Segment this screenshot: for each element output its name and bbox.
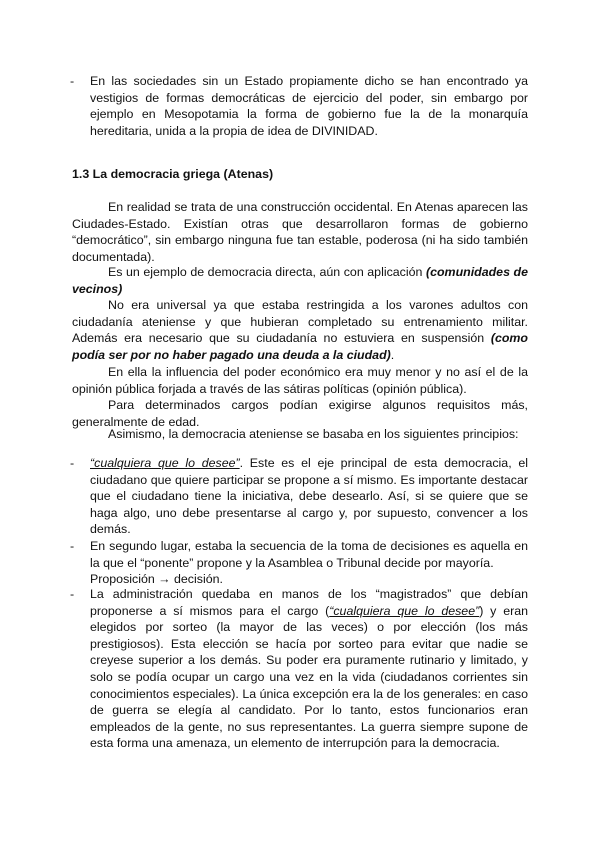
paragraph-text: Para determinados cargos podían exigirse algunos requisitos más, generalmente de edad. xyxy=(72,398,528,429)
quote-text: “cualquiera que lo desee” xyxy=(329,603,480,618)
bullet-text: En segundo lugar, estaba la secuencia de la toma de decisiones es aquella en la que el “ponente” propone y la Asamblea o Tribunal decide por mayoría. xyxy=(90,539,528,570)
paragraph-text: Es un ejemplo de democracia directa, aún con aplicación xyxy=(108,265,426,279)
paragraph-text: No era universal ya que estaba restringida a los varones adultos con ciudadanía ateniense y que hubieran completado su entrenamiento militar. Además era necesario que su ciudadanía no estuviera en suspensión xyxy=(72,298,528,346)
paragraph-text: En realidad se trata de una construcción occidental. En Atenas aparecen las Ciudades-Estado. Existían otras que desarrollaron formas de gobierno “democrático”, sin embargo ninguna fue tan estable, poderosa (ni ha sido también documentada). xyxy=(72,200,528,264)
paragraph-no-universal xyxy=(72,297,528,363)
bullet-text: La administración quedaba en manos de los “magistrados” que debían proponerse a sí mismos para el cargo ( xyxy=(90,587,528,618)
principle-bullet-2 xyxy=(70,538,528,588)
paragraph-text: En ella la influencia del poder económico era muy menor y no así el de la opinión pública forjada a través de las sátiras políticas (opinión pública). xyxy=(72,365,528,396)
bullet-line-2: Proposición → decisión. xyxy=(90,572,223,587)
intro-bullet xyxy=(70,73,528,139)
bullet-dash: - xyxy=(70,74,75,88)
emphasis-text: (comunidades de vecinos) xyxy=(72,265,528,296)
paragraph-principios xyxy=(72,426,528,443)
paragraph-construccion xyxy=(72,199,528,265)
principle-bullet-3 xyxy=(70,586,528,752)
quote-text: “cualquiera que lo desee” xyxy=(90,456,240,470)
bullet-text-cont: ) y eran elegidos por sorteo (la mayor de las veces) o por elección (los más prestigiosos). Esta elección se hacía por sorteo para evitar que nadie se creyese superior a los demás. Su poder era puramente rutinario y limitado, y solo se podía ocupar un cargo una vez en la vida (ciudadanos corrientes sin conocimientos especiales). La única excepción era la de los generales: en caso de guerra se elegía al candidato. Por lo tanto, estos funcionarios eran empleados de la gente, no sus representantes. La guerra siempre supone de esta forma una amenaza, un elemento de interrupción para la democracia. xyxy=(90,603,528,751)
bullet-dash: - xyxy=(70,539,75,553)
paragraph-influencia xyxy=(72,364,528,397)
principle-bullet-1 xyxy=(70,455,528,538)
paragraph-text: Asimismo, la democracia ateniense se basaba en los siguientes principios: xyxy=(108,427,519,441)
section-heading: 1.3 La democracia griega (Atenas) xyxy=(72,167,274,181)
paragraph-democracia-directa xyxy=(72,264,528,297)
emphasis-text: (como podía ser por no haber pagado una deuda a la ciudad) xyxy=(72,331,528,362)
paragraph-end: . xyxy=(390,347,395,362)
intro-bullet-text: En las sociedades sin un Estado propiamente dicho se han encontrado ya vestigios de formas democráticas de ejercicio del poder, sin embargo por ejemplo en Mesopotamia la forma de gobierno fue la de la monarquía hereditaria, unida a la propia de idea de DIVINIDAD. xyxy=(90,74,528,138)
bullet-dash: - xyxy=(70,587,75,601)
bullet-text: . Este es el eje principal de esta democracia, el ciudadano que quiere participar se propone a sí mismo. Es importante destacar que el ciudadano tiene la iniciativa, debe desearlo. Así, si se quiere que se haga algo, uno debe presentarse al cargo y, por supuesto, convencer a los demás. xyxy=(90,456,528,537)
bullet-dash: - xyxy=(70,456,75,470)
